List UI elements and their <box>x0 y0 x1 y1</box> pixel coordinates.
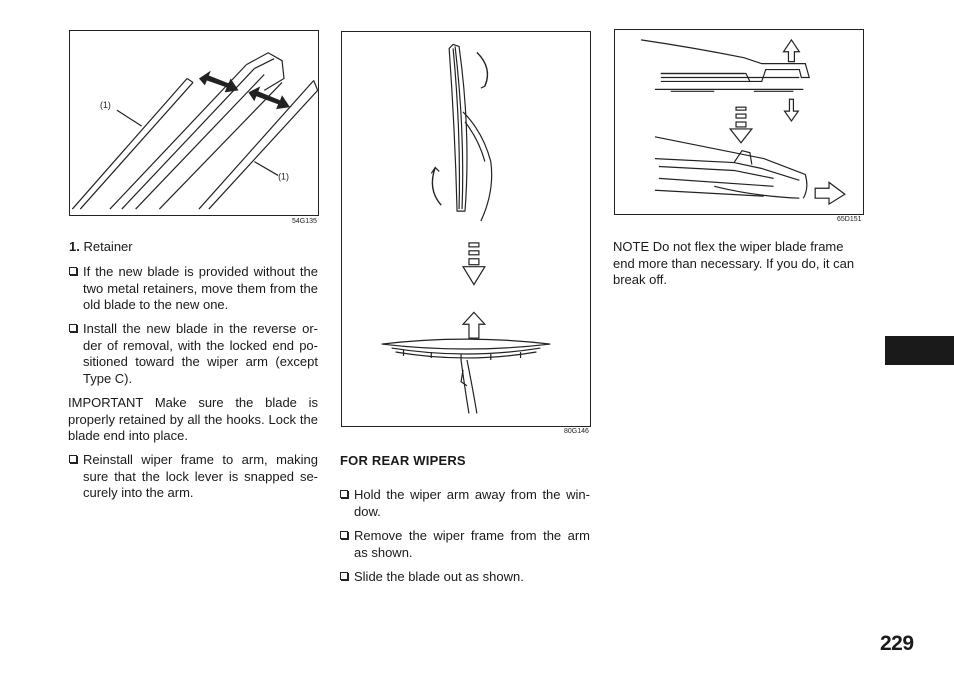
section-heading: FOR REAR WIPERS <box>340 453 466 468</box>
figure-legend <box>69 239 319 256</box>
checkbox-bullet-icon <box>69 455 77 463</box>
checkbox-bullet-icon <box>340 531 348 539</box>
page-number: 229 <box>880 632 914 655</box>
checkbox-bullet-icon <box>340 572 348 580</box>
figure-blade-end <box>614 29 864 215</box>
step-text: Reinstall wiper frame to arm, making sure that the lock lever is snapped se-curely into the arm. <box>83 452 318 500</box>
legend-text: Retainer <box>83 239 133 254</box>
blade-end-illustration <box>615 30 863 214</box>
step-install-blade <box>69 321 318 387</box>
step-text: Slide the blade out as shown. <box>354 569 524 584</box>
step-text: Install the new blade in the reverse or-der of removal, with the locked end po-sitioned toward the wiper arm (except Type C). <box>83 321 318 386</box>
figure-code: 80G146 <box>564 428 589 435</box>
rear-wiper-illustration <box>342 32 590 426</box>
figure-label-1-right: (1) <box>278 171 289 182</box>
step-text: Remove the wiper frame from the arm as shown. <box>354 528 590 560</box>
checkbox-bullet-icon <box>69 324 77 332</box>
figure-code: 54G135 <box>292 218 317 225</box>
checkbox-bullet-icon <box>340 490 348 498</box>
step-remove-frame <box>340 528 590 561</box>
figure-retainer <box>69 30 319 216</box>
step-reinstall-frame <box>69 452 318 502</box>
checkbox-bullet-icon <box>69 267 77 275</box>
important-note: IMPORTANT Make sure the blade is properly retained by all the hooks. Lock the blade end into place. <box>68 395 318 443</box>
section-tab <box>885 336 954 365</box>
step-text: Hold the wiper arm away from the win-dow. <box>354 487 590 519</box>
figure-code: 65D151 <box>837 216 862 223</box>
caution-note: NOTE Do not flex the wiper blade frame end more than necessary. If you do, it can break off. <box>613 239 855 287</box>
figure-label-1: (1) <box>100 100 111 111</box>
step-text: If the new blade is provided without the two metal retainers, move them from the old blade to the new one. <box>83 264 318 312</box>
step-move-retainers <box>69 264 318 314</box>
step-slide-blade <box>340 569 590 586</box>
legend-number: 1. <box>69 239 80 254</box>
retainer-illustration <box>70 31 318 215</box>
figure-rear-wiper <box>341 31 591 427</box>
step-hold-arm <box>340 487 590 520</box>
